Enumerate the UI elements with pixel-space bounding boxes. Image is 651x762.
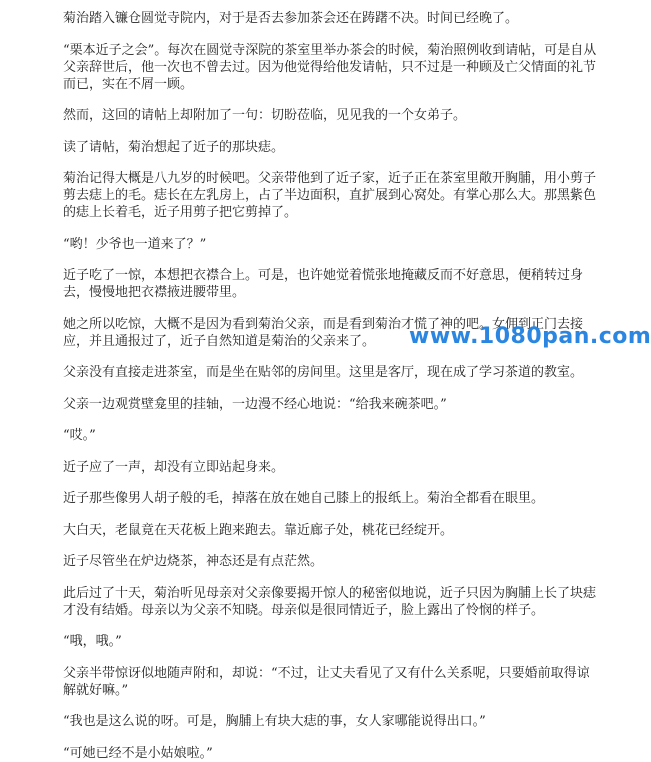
paragraph: 读了请帖，菊治想起了近子的那块痣。 (63, 139, 285, 155)
paragraph: 她之所以吃惊，大概不是因为看到菊治父亲，而是看到菊治才慌了神的吧。女佣到正门去接应，并且通报过了，近子自然知道是菊治的父亲来了。 (63, 316, 584, 349)
paragraph: 父亲半带惊讶似地随声附和，却说：“不过，让丈夫看见了又有什么关系呢，只要婚前取得谅解就好嘛。” (63, 665, 590, 698)
paragraph: “哎。” (63, 428, 96, 443)
watermark: www.1080pan.com (409, 324, 651, 349)
paragraph: 父亲一边观赏壁龛里的挂轴，一边漫不经心地说：“给我来碗茶吧。” (63, 396, 447, 412)
paragraph: 近子那些像男人胡子般的毛，掉落在放在她自己膝上的报纸上。菊治全都看在眼里。 (63, 491, 545, 506)
paragraph: 大白天，老鼠竟在天花板上跑来跑去。靠近廊子处，桃花已经绽开。 (63, 522, 454, 538)
paragraph: 然而，这回的请帖上却附加了一句：切盼莅临，见见我的一个女弟子。 (63, 108, 467, 123)
paragraph: 近子应了一声，却没有立即站起身来。 (63, 459, 285, 475)
paragraph: 菊治踏入镰仓圆觉寺院内，对于是否去参加茶会还在踌躇不决。时间已经晚了。 (63, 11, 519, 26)
paragraph: “栗本近子之会”。每次在圆觉寺深院的茶室里举办茶会的时候，菊治照例收到请帖，可是自从父亲辞世后，他一次也不曾去过。因为他觉得给他发请帖，只不过是一种顾及亡父情面的礼节而已，实在不屑一顾。 (63, 42, 597, 92)
paragraph: 父亲没有直接走进茶室，而是坐在贴邻的房间里。这里是客厅，现在成了学习茶道的教室。 (63, 365, 584, 380)
paragraph: “可她已经不是小姑娘啦。” (63, 745, 213, 761)
paragraph: 近子吃了一惊，本想把衣襟合上。可是，也许她觉着慌张地掩藏反而不好意思，便稍转过身去，慢慢地把衣襟掖进腰带里。 (63, 268, 584, 300)
paragraph: 菊治记得大概是八九岁的时候吧。父亲带他到了近子家，近子正在茶室里敞开胸脯，用小剪子剪去痣上的毛。痣长在左乳房上，占了半边面积，直扩展到心窝处。有掌心那么大。那黑紫色的痣上长着毛，近子用剪子把它剪掉了。 (63, 171, 597, 220)
paragraph: 近子尽管坐在炉边烧茶，神态还是有点茫然。 (63, 554, 324, 569)
paragraph: “我也是这么说的呀。可是，胸脯上有块大痣的事，女人家哪能说得出口。” (63, 714, 486, 729)
paragraph: “哟！少爷也一道来了？” (63, 236, 207, 252)
paragraph: 此后过了十天，菊治听见母亲对父亲像要揭开惊人的秘密似地说，近子只因为胸脯上长了块痣才没有结婚。母亲以为父亲不知晓。母亲似是很同情近子，脸上露出了怜悯的样子。 (63, 585, 597, 618)
paragraph: “哦，哦。” (63, 634, 122, 649)
